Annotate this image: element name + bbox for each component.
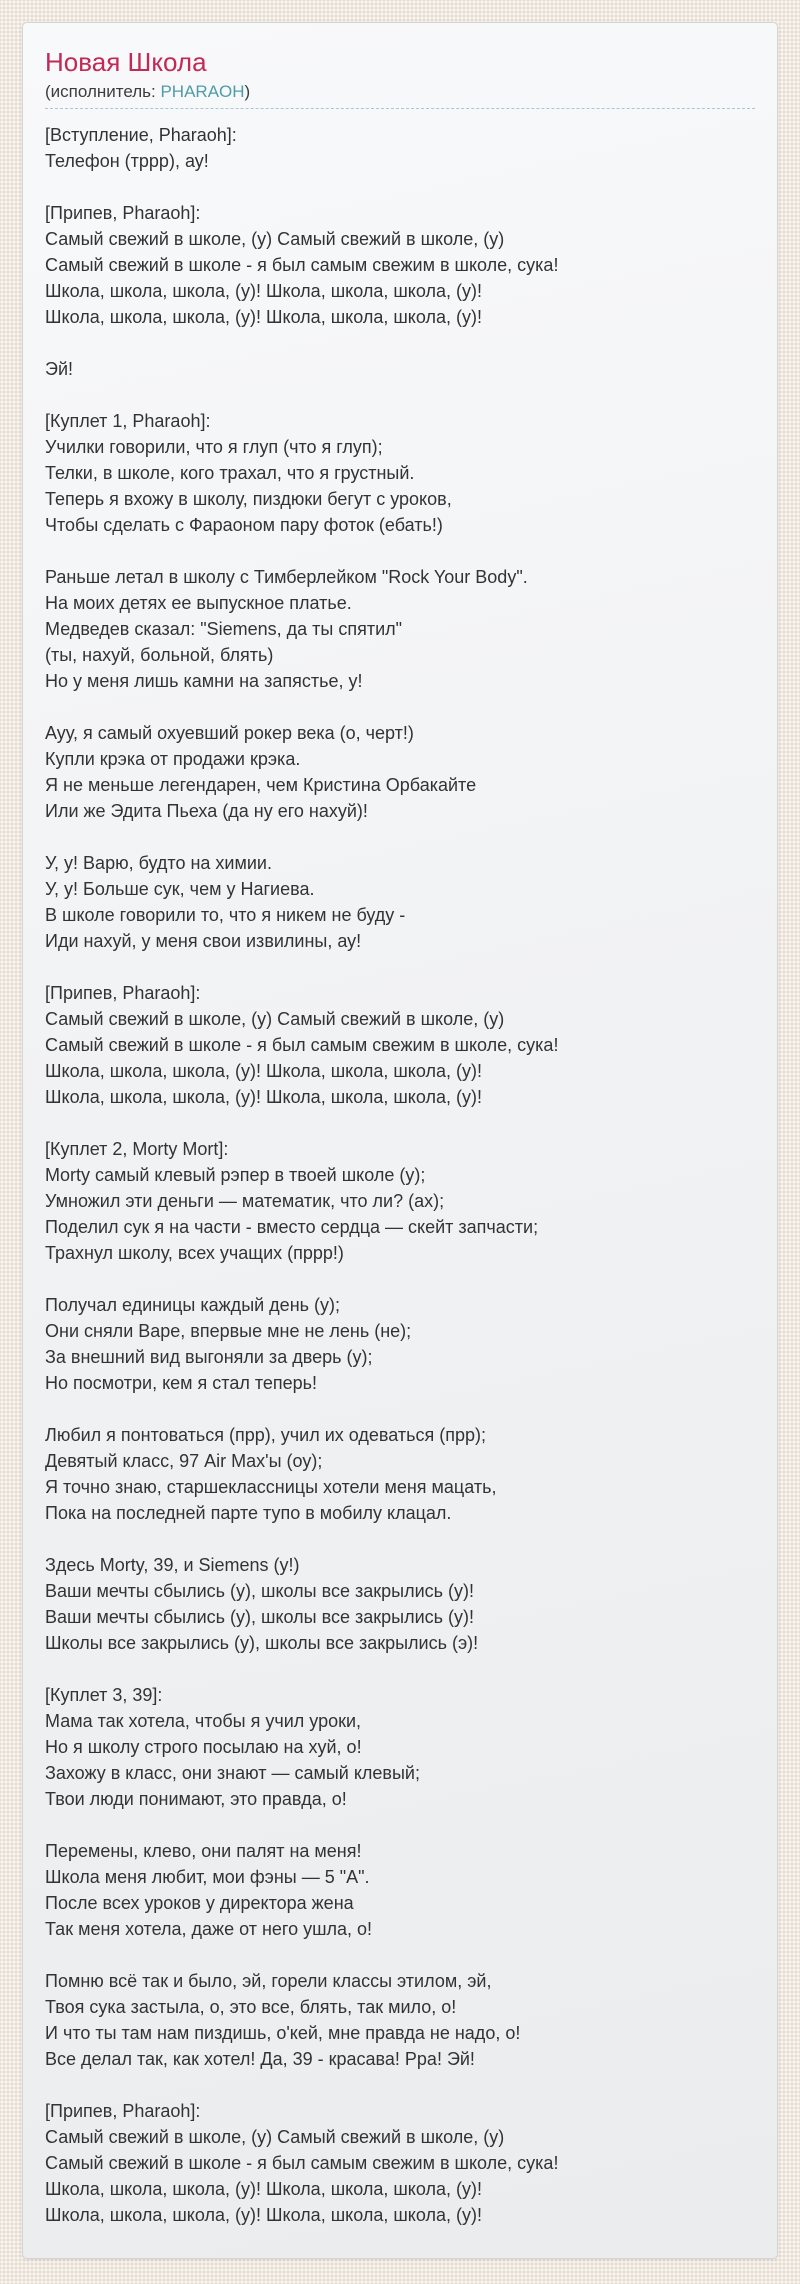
lyric-line: Самый свежий в школе - я был самым свежим в школе, сука!	[45, 2153, 559, 2173]
lyric-line: Самый свежий в школе, (у) Самый свежий в школе, (у)	[45, 2127, 505, 2147]
lyric-line: Помню всё так и было, эй, горели классы этилом, эй,	[45, 1971, 492, 1991]
lyric-line: На моих детях ее выпускное платье.	[45, 593, 352, 613]
lyric-line: Школа, школа, школа, (у)! Школа, школа, школа, (у)!	[45, 307, 482, 327]
lyric-line: Самый свежий в школе, (у) Самый свежий в школе, (у)	[45, 1009, 505, 1029]
lyric-line: Так меня хотела, даже от него ушла, о!	[45, 1919, 373, 1939]
lyric-line: Медведев сказал: "Siemens, да ты спятил"	[45, 619, 403, 639]
page-background	[0, 22, 800, 2284]
lyric-line: Самый свежий в школе, (у) Самый свежий в школе, (у)	[45, 229, 505, 249]
lyric-line: В школе говорили то, что я никем не буду -	[45, 905, 406, 925]
lyric-line: Раньше летал в школу с Тимберлейком "Rock Your Body".	[45, 567, 528, 587]
lyrics-card	[22, 22, 778, 2259]
lyric-line: Школа, школа, школа, (у)! Школа, школа, школа, (у)!	[45, 2179, 482, 2199]
lyric-line: Захожу в класс, они знают — самый клевый;	[45, 1763, 420, 1783]
lyric-line: Перемены, клево, они палят на меня!	[45, 1841, 362, 1861]
lyric-line: Самый свежий в школе - я был самым свежим в школе, сука!	[45, 1035, 559, 1055]
song-title: Новая Школа	[45, 47, 207, 77]
lyric-line: За внешний вид выгоняли за дверь (у);	[45, 1347, 373, 1367]
stanza	[45, 408, 755, 538]
lyric-line: Или же Эдита Пьеха (да ну его нахуй)!	[45, 801, 368, 821]
lyric-line: (ты, нахуй, больной, блять)	[45, 645, 274, 665]
lyric-line: Чтобы сделать с Фараоном пару фоток (ебать!)	[45, 515, 443, 535]
lyric-line: Умножил эти деньги — математик, что ли? (ах);	[45, 1191, 445, 1211]
lyric-line: Школы все закрылись (у), школы все закрылись (э)!	[45, 1633, 479, 1653]
lyric-line: Но посмотри, кем я стал теперь!	[45, 1373, 318, 1393]
lyric-line: Любил я понтоваться (прр), учил их одеваться (прр);	[45, 1425, 487, 1445]
lyric-line: [Куплет 1, Pharaoh]:	[45, 411, 211, 431]
lyric-line: [Припев, Pharaoh]:	[45, 203, 201, 223]
lyric-line: Теперь я вхожу в школу, пиздюки бегут с уроков,	[45, 489, 452, 509]
lyric-line: Школа, школа, школа, (у)! Школа, школа, школа, (у)!	[45, 2205, 482, 2225]
stanza	[45, 2098, 755, 2228]
artist-close-paren: )	[244, 82, 251, 101]
stanza	[45, 200, 755, 330]
stanza	[45, 720, 755, 824]
lyric-line: Трахнул школу, всех учащих (пррр!)	[45, 1243, 344, 1263]
lyric-line: Все делал так, как хотел! Да, 39 - красава! Рра! Эй!	[45, 2049, 475, 2069]
lyric-line: Мама так хотела, чтобы я учил уроки,	[45, 1711, 362, 1731]
lyric-line: После всех уроков у директора жена	[45, 1893, 354, 1913]
lyric-line: Иди нахуй, у меня свои извилины, ау!	[45, 931, 362, 951]
lyric-line: [Куплет 3, 39]:	[45, 1685, 163, 1705]
lyric-line: Поделил сук я на части - вместо сердца — скейт запчасти;	[45, 1217, 539, 1237]
stanza	[45, 1292, 755, 1396]
lyric-line: Школа меня любит, мои фэны — 5 "А".	[45, 1867, 370, 1887]
lyric-line: Но у меня лишь камни на запястье, у!	[45, 671, 363, 691]
lyric-line: Morty самый клевый рэпер в твоей школе (у);	[45, 1165, 426, 1185]
artist-line	[45, 82, 755, 102]
stanza	[45, 1682, 755, 1812]
lyric-line: [Вступление, Pharaoh]:	[45, 125, 237, 145]
artist-label: (исполнитель:	[45, 82, 161, 101]
lyric-line: Самый свежий в школе - я был самым свежим в школе, сука!	[45, 255, 559, 275]
lyric-line: Они сняли Варе, впервые мне не лень (не);	[45, 1321, 412, 1341]
lyric-line: Ауу, я самый охуевший рокер века (о, черт!)	[45, 723, 414, 743]
lyric-line: Ваши мечты сбылись (у), школы все закрылись (у)!	[45, 1607, 474, 1627]
lyric-line: Я точно знаю, старшеклассницы хотели меня мацать,	[45, 1477, 497, 1497]
lyrics-container	[45, 122, 755, 2228]
stanza	[45, 564, 755, 694]
lyric-line: Училки говорили, что я глуп (что я глуп);	[45, 437, 383, 457]
lyric-line: Телефон (тррр), ау!	[45, 151, 209, 171]
lyric-line: Я не меньше легендарен, чем Кристина Орбакайте	[45, 775, 477, 795]
lyric-line: И что ты там нам пиздишь, о'кей, мне правда не надо, о!	[45, 2023, 521, 2043]
lyric-line: [Припев, Pharaoh]:	[45, 983, 201, 1003]
lyric-line: Школа, школа, школа, (у)! Школа, школа, школа, (у)!	[45, 281, 482, 301]
lyric-line: У, у! Варю, будто на химии.	[45, 853, 272, 873]
stanza	[45, 122, 755, 174]
artist-link[interactable]: PHARAOH	[160, 82, 245, 101]
stanza	[45, 1422, 755, 1526]
lyric-line: Но я школу строго посылаю на хуй, о!	[45, 1737, 362, 1757]
stanza	[45, 980, 755, 1110]
lyric-line: Купли крэка от продажи крэка.	[45, 749, 301, 769]
lyric-line: У, у! Больше сук, чем у Нагиева.	[45, 879, 315, 899]
stanza	[45, 850, 755, 954]
stanza	[45, 1136, 755, 1266]
lyric-line: Твои люди понимают, это правда, о!	[45, 1789, 347, 1809]
lyric-line: [Куплет 2, Morty Mort]:	[45, 1139, 229, 1159]
lyric-line: Телки, в школе, кого трахал, что я грустный.	[45, 463, 415, 483]
lyric-line: Ваши мечты сбылись (у), школы все закрылись (у)!	[45, 1581, 474, 1601]
lyric-line: Твоя сука застыла, о, это все, блять, так мило, о!	[45, 1997, 457, 2017]
lyric-line: Девятый класс, 97 Air Max'ы (оу);	[45, 1451, 323, 1471]
lyric-line: Пока на последней парте тупо в мобилу клацал.	[45, 1503, 452, 1523]
stanza	[45, 1838, 755, 1942]
lyric-line: Здесь Morty, 39, и Siemens (у!)	[45, 1555, 300, 1575]
lyric-line: [Припев, Pharaoh]:	[45, 2101, 201, 2121]
lyric-line: Школа, школа, школа, (у)! Школа, школа, школа, (у)!	[45, 1061, 482, 1081]
lyric-line: Получал единицы каждый день (у);	[45, 1295, 341, 1315]
stanza	[45, 1968, 755, 2072]
stanza	[45, 356, 755, 382]
stanza	[45, 1552, 755, 1656]
lyric-line: Эй!	[45, 359, 73, 379]
dotted-divider	[45, 108, 755, 109]
lyric-line: Школа, школа, школа, (у)! Школа, школа, школа, (у)!	[45, 1087, 482, 1107]
